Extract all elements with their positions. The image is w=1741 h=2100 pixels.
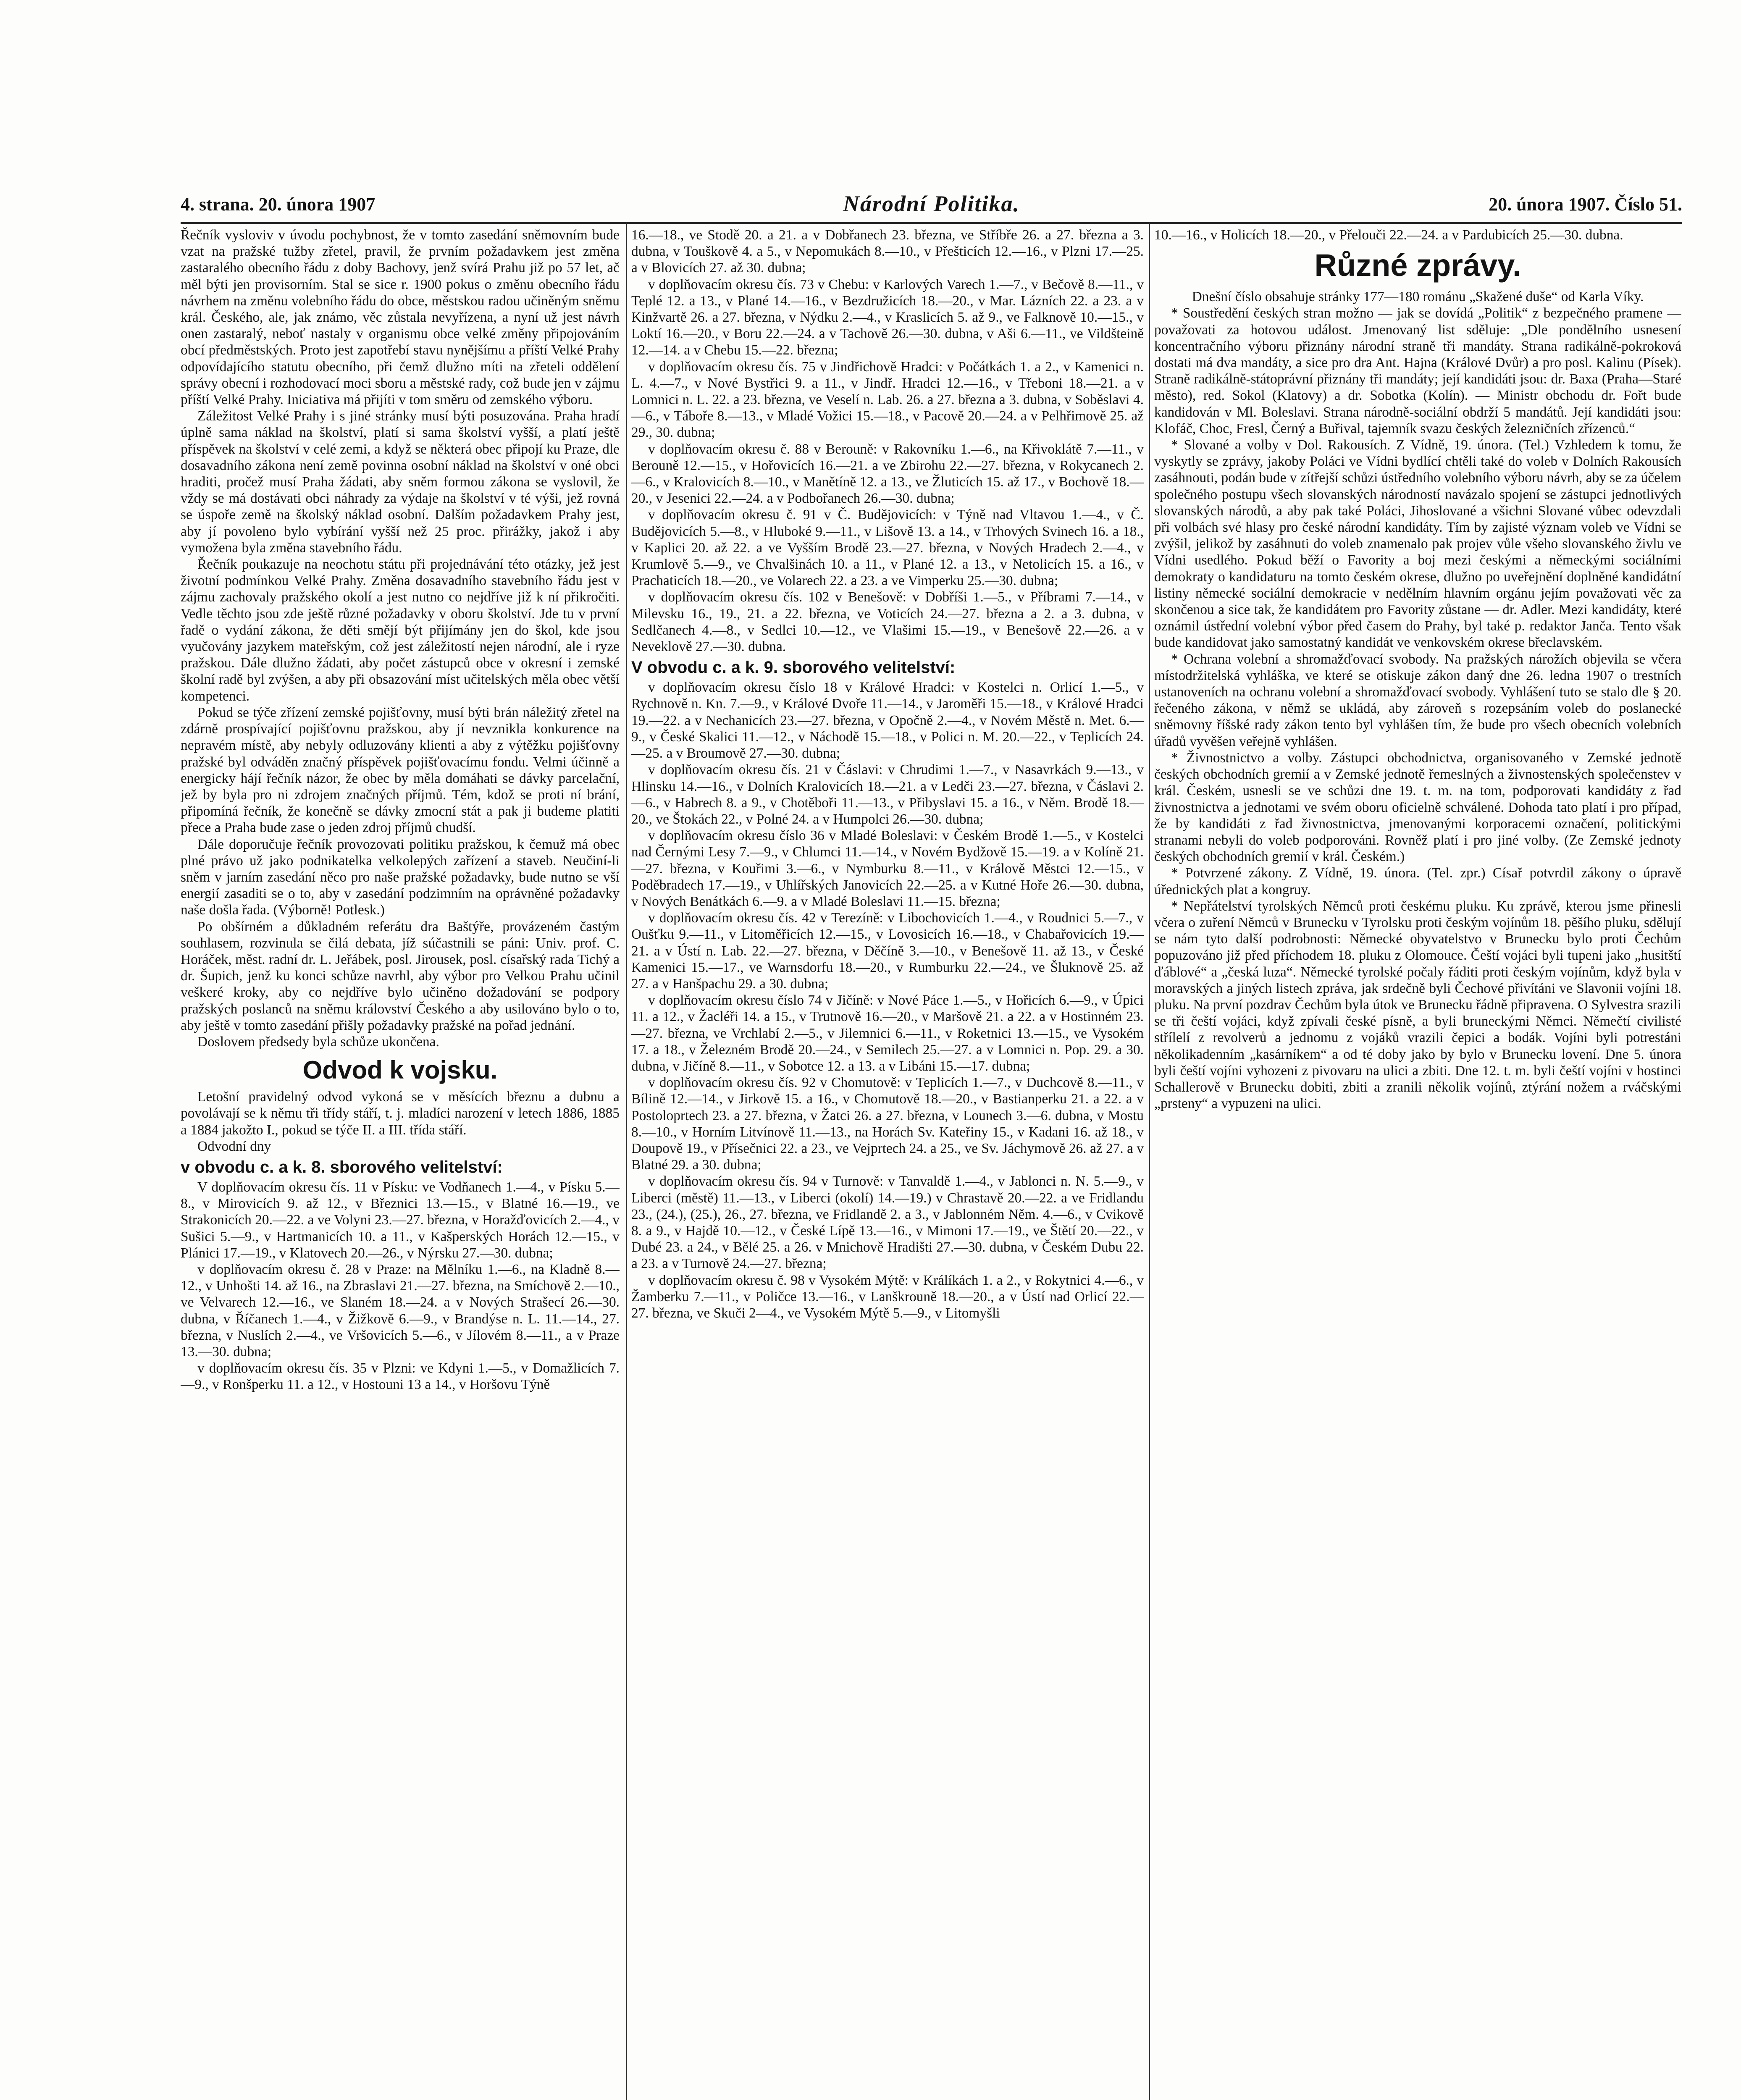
issue-date-number: 20. února 1907. Číslo 51.	[1489, 194, 1682, 215]
header-rule	[181, 222, 1682, 224]
page-number-date: 4. strana. 20. února 1907	[181, 194, 376, 215]
column-2	[631, 227, 1144, 2100]
article-paragraph: Odvodní dny	[197, 1138, 271, 1154]
article-paragraph: Záležitost Velké Prahy i s jiné stránky musí býti posuzována. Praha hradí úplně sama náklad na školství, platí si sama školství vyšší, a platí ještě příspěvek na školství v celé zemi, a když se některá obec připojí ku Praze, dle dosavadního zákona není země povinna osobní náklad na školství v oné obci hraditi, pročež musí Praha žádati, aby sněm formou zákona se vyslovil, že vždy se má dostávati obci náhrady za výdaje na školství v té výši, jež rovná se úspoře země na školský náklad osobní. Dalším požadavkem Prahy jest, aby jí povoleno bylo vybírání vyšší než 25 proc. přirážky, jakož i aby vymožena byla změna stavebního řádu.	[181, 408, 620, 556]
column-3	[1154, 227, 1681, 2100]
article-paragraph: Pokud se týče zřízení zemské pojišťovny, musí býti brán náležitý zřetel na zdárně prospívající pojišťovnu pražskou, aby jí nevznikla konkurence na nepravém místě, aby nebyly odluzovány klienti a aby z výtěžku pojišťovny pražské byl odváděn značný příspěvek pojišťovacímu fondu. Velmi účinně a energicky hájí řečník názor, že obec by měla domáhati se dávky parcelační, jež by byla pro ni zdrojem značných příjmů. Tém, kdož se proti ní brání, připomíná řečník, že konečně se dávky zmocní stát a pak ji budeme platiti přece a Praha bude zase o jeden zdroj příjmů chudší.	[181, 704, 620, 836]
article-paragraph: Řečník poukazuje na neochotu státu při projednávání této otázky, jež jest životní podmínkou Velké Prahy. Změna dosavadního stavebního řádu jest v zájmu zachovaly pražského okolí a jest nutno co nejdříve již k ní přikročiti. Vedle těchto jsou zde ještě různé požadavky v oboru školství. Jde tu v první řadě o vydání zákona, že děti smějí být přijímány jen do škol, kde jsou vyučovány jazykem mateřským, což jest záležitostí nejen národní, ale i ryze pražskou. Dále dlužno žádati, aby počet zástupců obce v okresní i zemské školní radě byl zvýšen, a aby při obsazování míst učitelských měla obec větší kompetenci.	[181, 556, 620, 704]
article-paragraph: Dále doporučuje řečník provozovati politiku pražskou, k čemuž má obec plné právo už jako podnikatelka velkolepých zařízení a staveb. Neučiní-li sněm v jarním zasedání něco pro naše pražské požadavky, bude nutno se vší energií zasaditi se o to, aby v zasedání podzimním na oprávněné požadavky naše došla řada. (Výborně! Potlesk.)	[181, 836, 620, 918]
article-paragraph: v doplňovacím okresu č. 91 v Č. Budějovicích: v Týně nad Vltavou 1.—4., v Č. Budějovicích 5.—8., v Hluboké 9.—11., v Lišově 13. a 14., v Trhových Svinech 16. a 18., v Kaplici 20. až 22. a ve Vyšším Brodě 23.—27. března, v Nových Hradech 2.—4., v Krumlově 5.—9., ve Chvalšinách 10. a 11., v Plané 12. a 13., v Netolicích 15. a 16., v Prachaticích 18.—20., ve Volarech 22. a 23. a ve Vimperku 25.—30. dubna;	[631, 507, 1144, 589]
article-paragraph: v doplňovacím okresu číslo 36 v Mladé Boleslavi: v Českém Brodě 1.—5., v Kostelci nad Černými Lesy 7.—9., v Chlumci 11.—14., v Novém Bydžově 15.—19. a v Kolíně 21.—27. března, v Kouřimi 3.—6., v Nymburku 8.—11., v Králově Městci 12.—15., v Poděbradech 17.—19., v Uhlířských Janovicích 22.—25. a v Kutné Hoře 26.—30. dubna, v Nových Benátkách 6.—9. a v Mladé Boleslavi 11.—15. března;	[631, 828, 1144, 909]
article-paragraph: Doslovem předsedy byla schůze ukončena.	[197, 1034, 439, 1050]
article-paragraph: 16.—18., ve Stodě 20. a 21. a v Dobřanech 23. března, ve Stříbře 26. a 27. března a 3. dubna, v Touškově 4. a 5., v Nepomukách 8.—10., v Přešticích 12.—16., v Plzni 17.—25. a v Blovicích 27. až 30. dubna;	[631, 227, 1144, 276]
subheading-8-corps: v obvodu c. a k. 8. sborového velitelství:	[181, 1158, 503, 1176]
news-item: * Slované a volby v Dol. Rakousích. Z Vídně, 19. února. (Tel.) Vzhledem k tomu, že vyskytly se zprávy, jakoby Poláci ve Vídni bydlící chtěli také do voleb v Dolních Rakousích zasáhnouti, podán bude v zítřejší schůzi ústředního volebního výboru návrh, aby se za účelem společného postupu všech slovanských národností navázalo spojení se zástupci jednotlivých slovanských národů, a aby pak také Poláci, Jihoslované a všichni Slované vůbec odevzdali při volbách své hlasy pro české národní kandidáty. Tím by zajisté význam voleb ve Vídni se zvýšil, jelikož by zasáhnuti do voleb znamenalo pak projev vůle všeho slovanského živlu ve Vídni usedlého. Pokud běží o Favority a boj mezi českými a německými sociálními demokraty o kandidaturu na tomto českém okrese, dlužno po uveřejnění doplněné kandidátní listiny německé sociální demokracie v nedělním hlavním orgánu jejím považovati věc za skončenou a sice tak, že kandidátem pro Favority zůstane — dr. Adler. Mezi kandidáty, které oznámil ústřední volební výbor před časem do Prahy, byl také p. redaktor Janča. Tento však bude kandidovat jako samostatný kandidát ve venkovském okrese břeclavském.	[1154, 437, 1681, 651]
article-paragraph: v doplňovacím okresu čís. 92 v Chomutově: v Teplicích 1.—7., v Duchcově 8.—11., v Bílině 12.—14., v Jirkově 15. a 16., v Chomutově 18.—20., v Bastianperku 21. a 22. a v Postoloprtech 23. a 27. března, v Žatci 26. a 27. března, v Lounech 3.—6. dubna, v Mostu 8.—10., v Horním Litvínově 11.—13., na Horách Sv. Kateřiny 15., v Kadani 16. až 18., v Doupově 19., v Přísečnici 22. a 23., ve Vejprtech 24. a 25., ve Sv. Jáchymově 26. až 27. a v Blatné 29. a 30. dubna;	[631, 1075, 1144, 1173]
article-paragraph: v doplňovacím okresu číslo 18 v Králové Hradci: v Kostelci n. Orlicí 1.—5., v Rychnově n. Kn. 7.—9., v Králové Dvoře 11.—14., v Jaroměři 15.—18., v Králové Hradci 19.—22. a v Nechanicích 23.—27. března, v Opočně 2.—4., v Novém Městě n. Met. 6.—9., v České Skalici 11.—12., v Náchodě 15.—18., v Polici n. M. 20.—22., v Teplicích 24.—25. a v Broumově 27.—30. dubna;	[631, 680, 1144, 761]
column-1	[181, 227, 620, 2100]
news-item: * Potvrzené zákony. Z Vídně, 19. února. (Tel. zpr.) Císař potvrdil zákony o úpravě úřednických plat a kongruy.	[1154, 865, 1681, 898]
article-paragraph: v doplňovacím okresu čís. 35 v Plzni: ve Kdyni 1.—5., v Domažlicích 7.—9., v Ronšperku 11. a 12., v Hostouni 13 a 14., v Horšovu Týně	[181, 1360, 620, 1393]
section-heading-odvod: Odvod k vojsku.	[302, 1056, 498, 1084]
article-paragraph: v doplňovacím okresu čís. 21 v Čáslavi: v Chrudimi 1.—7., v Nasavrkách 9.—13., v Hlinsku 14.—16., v Dolních Kralovicích 18.—21. a v Ledči 23.—27. března, v Čáslavi 2.—6., v Habrech 8. a 9., v Chotěboři 11.—13., v Přibyslavi 15. a 16., v Něm. Brodě 18.—20., ve Štokách 22., v Polné 24. a v Humpolci 26.—30. dubna;	[631, 762, 1144, 827]
news-item: * Soustředění českých stran možno — jak se dovídá „Politik“ z bezpečného pramene — považovati za hotovou událost. Jmenovaný list sděluje: „Dle pondělního usnesení koncentračního výboru přiznány národní straně tři mandáty. Strana radikálně-pokroková dostati má dva mandáty, a sice pro dra Ant. Hajna (Králové Dvůr) a pro posl. Kalinu (Písek). Straně radikálně-státoprávní přiznány tři mandáty; její kandidáti jsou: dr. Baxa (Praha—Staré město), red. Sokol (Klatovy) a dr. Sobotka (Kolín). — Ministr obchodu dr. Fořt bude kandidován v Ml. Boleslavi. Strana národně-sociální obdrží 5 mandátů. Její kandidáti jsou: Klofáč, Choc, Fresl, Černý a Buřival, tajemník svazu českých železničních zřízenců.“	[1154, 305, 1681, 436]
column-divider-2	[1149, 223, 1150, 2100]
article-paragraph: V doplňovacím okresu čís. 11 v Písku: ve Vodňanech 1.—4., v Písku 5.—8., v Mirovicích 9. až 12., v Březnici 13.—15., v Blatné 16.—19., ve Strakonicích 20.—22. a ve Volyni 23.—27. března, v Horažďovicích 2.—4., v Sušici 5.—9., v Hartmanicích 10. a 11., v Kašperských Horách 12.—15., v Plánici 17.—19., v Klatovech 20.—26., v Nýrsku 27.—30. dubna;	[181, 1179, 620, 1261]
article-paragraph: v doplňovacím okresu čís. 94 v Turnově: v Tanvaldě 1.—4., v Jablonci n. N. 5.—9., v Liberci (městě) 11.—13., v Liberci (okolí) 14.—19.) v Chrastavě 20.—22. a ve Fridlandu 23., (24.), (25.), 26., 27. března, ve Fridlandě 2. a 3., v Jablonném Něm. 4.—6., v Cvikově 8. a 9., v Hajdě 10.—12., v České Lípě 13.—16., v Mimoni 17.—19., ve Štětí 20.—22., v Dubé 23. a 24., v Bělé 25. a 26. v Mnichově Hradišti 27.—30. dubna, v Českém Dubu 22. a 23. a v Turnově 24.—27. března;	[631, 1173, 1144, 1272]
article-paragraph: v doplňovacím okresu č. 28 v Praze: na Mělníku 1.—6., na Kladně 8.—12., v Unhošti 14. až 16., na Zbraslavi 21.—27. března, na Smíchově 2.—10., ve Velvarech 12.—16., ve Slaném 18.—24. a v Nových Strašecí 26.—30. dubna, v Říčanech 1.—4., v Žižkově 6.—9., v Brandýse n. L. 11.—14., 27. března, v Nuslích 2.—4., ve Vršovicích 5.—6., v Jílovém 8.—11., a v Praze 13.—30. dubna;	[181, 1261, 620, 1360]
news-item: * Živnostnictvo a volby. Zástupci obchodnictva, organisovaného v Zemské jednotě českých obchodních gremií a v Zemské jednotě řemeslných a živnostenských společenstev v král. Českém, usnesli se ve schůzi dne 19. t. m. na tom, podporovati kandidáty z řad živnostnictva a jednotami ve svém oboru oficielně schválené. Dohoda tato platí i pro případ, že by kandidáti z řad živnostnictva, jmenovanými korporacemi označení, politickými stranami nebyli do voleb podporováni. Rovněž platí i pro jiné volby. (Ze Zemské jednoty českých obchodních gremií v král. Českém.)	[1154, 750, 1681, 865]
news-item: * Nepřátelství tyrolských Němců proti českému pluku. Ku zprávě, kterou jsme přinesli včera o zuření Němců v Brunecku v Tyrolsku proti českým vojínům 18. pěšího pluku, sdělují se nám tyto další podrobnosti: Německé obyvatelstvo v Brunecku bylo proti Čechům popuzováno již před příchodem 18. pluku z Olomouce. Čeští vojáci byli tupeni jako „husitští ďáblové“ a „česká luza“. Německé tyrolské počaly řáditi proti českým vojínům, když byla v moravských a jiných listech zpráva, jak srdečně byli Čechové přivítáni ve Slavonii vojíni 18. pluku. Na první pozdrav Čechům byla útok ve Brunecku řádně připravena. O Sylvestra srazili se tři čeští vojáci, když zpívali české písně, a byli bruneckými Němci. Němečtí civilisté střílelí z revolverů a jednomu z vojáků vrazili čepici a bodák. Vojíni byli potrestáni několikadenním „kasárníkem“ a od té doby jako by bylo v Brunecku lovení. Dne 5. února byli čeští vojíni vyhozeni z pivovaru na ulici a zbiti. Dne 12. t. m. byli čeští vojíni v hostinci Schallerově v Brunecku dobiti, zbiti a zranili několik vojínů, ztýrání nožem a rváčskými „prsteny“ a vypuzeni na ulici.	[1154, 898, 1681, 1112]
masthead-title: Národní Politika.	[843, 191, 1020, 216]
article-paragraph: v doplňovacím okresu čís. 73 v Chebu: v Karlových Varech 1.—7., v Bečově 8.—11., v Teplé 12. a 13., v Plané 14.—16., v Bezdružicích 18.—20., v Mar. Lázních 22. a 23. a v Kinžvartě 26. a 27. března, v Nýdku 2.—4., v Kraslicích 5. až 9., ve Falknově 10.—15., v Loktí 16.—20., v Boru 22.—24. a v Tachově 26.—30. dubna, v Aši 6.—11., ve Vildšteině 12.—14. a v Chebu 15.—22. března;	[631, 276, 1144, 358]
article-paragraph: 10.—16., v Holicích 18.—20., v Přelouči 22.—24. a v Pardubicích 25.—30. dubna.	[1154, 227, 1623, 243]
page-header	[181, 185, 1682, 218]
news-item: * Ochrana volební a shromažďovací svobody. Na pražských nárožích objevila se včera místodržitelská vyhláška, ve které se otiskuje zákon daný dne 26. ledna 1907 o trestních ustanoveních na ochranu volební a shromažďovací svobody. Vyhlášení tuto se stalo dle § 20. řečeného zákona, v němž se ukládá, aby zároveň s rozepsáním voleb do poslanecké sněmovny říšské rady zákon tento byl vyhlášen tím, že bude pro všech obecních volebních úřadů vyvěšen veřejně vyhlášen.	[1154, 651, 1681, 749]
article-paragraph: v doplňovacím okresu číslo 74 v Jičíně: v Nové Páce 1.—5., v Hořicích 6.—9., v Úpici 11. a 12., v Žacléři 14. a 15., v Trutnově 16.—20., v Maršově 21. a 22. a v Hostinném 23.—27. března, ve Vrchlabí 2.—5., v Jilemnici 6.—11., v Roketnici 13.—15., ve Vysokém 17. a 18., v Železném Brodě 20.—24., v Semilech 25.—27. a v Lomnici n. Pop. 29. a 30. dubna, v Jičíně 8.—11., v Sobotce 12. a 13. a v Libáni 15.—17. dubna;	[631, 992, 1144, 1074]
article-paragraph: v doplňovacím okresu čís. 102 v Benešově: v Dobříši 1.—5., v Příbrami 7.—14., v Milevsku 16., 19., 21. a 22. března, ve Voticích 24.—27. března a 2. a 3. dubna, v Sedlčanech 4.—8., v Sedlci 10.—12., ve Vlašimi 15.—19., v Benešově 22.—26. a v Neveklově 27.—30. dubna.	[631, 589, 1144, 655]
article-paragraph: Po obšírném a důkladném referátu dra Baštýře, provázeném častým souhlasem, rozvinula se čilá debata, jíž súčastnili se páni: Univ. prof. C. Horáček, měst. radní dr. L. Jeřábek, posl. Jirousek, posl. císařský rada Tichý a dr. Šupich, jenž ku konci schůze navrhl, aby výbor pro Velkou Prahu učinil veškeré kroky, aby co nejdříve bylo učiněno dožadování se podpory pražských poslanců na sněmu království Českého a aby usilováno bylo o to, aby ještě v tomto zasedání přišly požadavky pražské na pořad jednání.	[181, 919, 620, 1033]
article-paragraph: v doplňovacím okresu čís. 75 v Jindřichově Hradci: v Počátkách 1. a 2., v Kamenici n. L. 4.—7., v Nové Bystřici 9. a 11., v Jindř. Hradci 12.—16., v Třeboni 18.—21. a v Lomnici n. L. 22. a 23. března, ve Veselí n. Lab. 26. a 27. března a 3. dubna, v Soběslavi 4.—6., v Táboře 8.—13., v Mladé Vožici 15.—18., v Pacově 20.—24. a v Pelhřimově 25. až 29., 30. dubna;	[631, 359, 1144, 441]
column-divider-1	[626, 223, 627, 2100]
subheading-9-corps: V obvodu c. a k. 9. sborového velitelství:	[631, 658, 956, 677]
article-paragraph: v doplňovacím okresu č. 98 v Vysokém Mýtě: v Králíkách 1. a 2., v Rokytnici 4.—6., v Žamberku 7.—11., v Poličce 13.—16., v Lanškrouně 18.—20., a v Ústí nad Orlicí 22.—27. března, ve Skuči 2—4., ve Vysokém Mýtě 5.—9., v Litomyšli	[631, 1272, 1144, 1321]
article-paragraph: Řečník vysloviv v úvodu pochybnost, že v tomto zasedání sněmovním bude vzat na pražské tužby zřetel, pravil, že prvním požadavkem jest změna zastaralého obecního řádu z doby Bachovy, jenž svírá Prahu již po 57 let, ač měl býti jen provisorním. Stal se sice r. 1900 pokus o změnu obecního řádu návrhem na změnu volebního řádu do obce, městskou radou učiněným sněmu král. Českého, ale, jak známo, věc zůstala nevyřízena, a nyní už jest návrh onen zastaralý, neboť nastaly v organismu obce velké změny připojováním obcí předměstských. Proto jest zapotřebí stavu nynějšímu a příští Velké Prahy odpovídajícího statutu obecního, při čemž dlužno míti na zřeteli oddělení správy obecní i rozhodovací moci sboru a městské rady, což bude jen v zájmu příští Velké Prahy. Iniciativa má přijíti v tom směru od zemského výboru.	[181, 227, 620, 408]
article-paragraph: v doplňovacím okresu čís. 42 v Terezíně: v Libochovicích 1.—4., v Roudnici 5.—7., v Oušťku 9.—11., v Litoměřicích 12.—15., v Lovosicích 16.—18., v Chabařovicích 19.—21. a v Ústí n. Lab. 22.—27. března, v Děčíně 3.—10., v Benešově 11. až 13., v České Kamenici 15.—17., ve Warnsdorfu 18.—20., v Rumburku 22.—24., ve Šluknově 25. až 27. a v Hanšpachu 29. a 30. dubna;	[631, 910, 1144, 992]
section-heading-ruzne-zpravy: Různé zprávy.	[1314, 248, 1521, 283]
novel-notice: Dnešní číslo obsahuje stránky 177—180 románu „Skažené duše“ od Karla Víky.	[1192, 289, 1644, 305]
article-paragraph: v doplňovacím okresu č. 88 v Berouně: v Rakovníku 1.—6., na Křivoklátě 7.—11., v Berouně 12.—15., v Hořovicích 16.—21. a ve Zbirohu 22.—27. března, v Rokycanech 2.—6., v Kralovicích 8.—10., v Manětíně 12. a 13., ve Žluticích 15. až 17., v Bochově 18.—20., v Jesenici 22.—24. a v Podbořanech 26.—30. dubna;	[631, 441, 1144, 507]
article-paragraph: Letošní pravidelný odvod vykoná se v měsících březnu a dubnu a povolávají se k němu tři třídy stáří, t. j. mladíci narození v letech 1886, 1885 a 1884 jakožto I., pokud se týče II. a III. třída stáří.	[181, 1089, 620, 1138]
